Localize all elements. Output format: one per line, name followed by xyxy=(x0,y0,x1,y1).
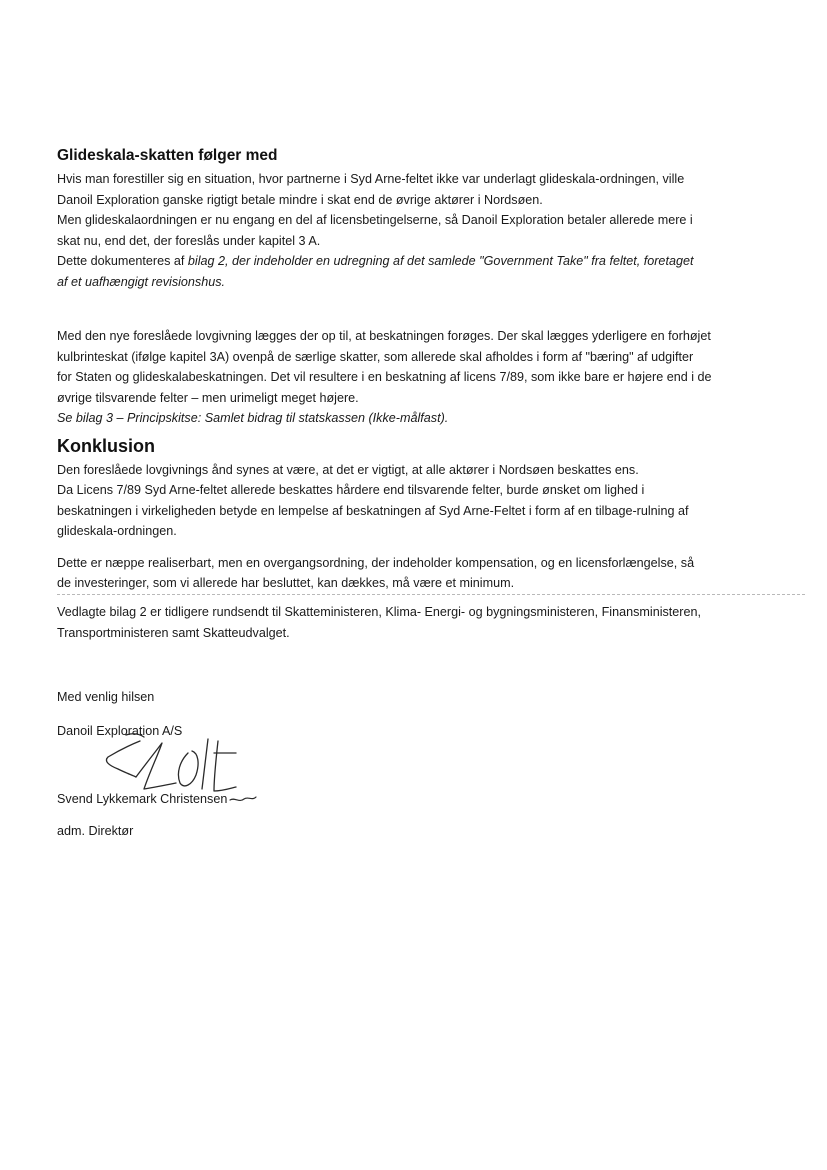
paragraph-line: øvrige tilsvarende felter – men urimeligt meget højere. xyxy=(57,390,359,405)
paragraph-line: Vedlagte bilag 2 er tidligere rundsendt til Skatteministeren, Klima- Energi- og bygningsministeren, Finansministeren, xyxy=(57,605,702,619)
paragraph-line: Da Licens 7/89 Syd Arne-feltet allerede beskattes hårdere end tilsvarende felter, burde ønsket om lighed i xyxy=(57,483,645,497)
italic-reference: bilag 2, der indeholder en udregning af det samlede "Government Take" fra feltet, foretaget xyxy=(187,254,694,268)
section-heading-konklusion: Konklusion xyxy=(57,435,155,456)
paragraph-line xyxy=(57,408,772,429)
paragraph-line: Med den nye foreslåede lovgivning lægges der op til, at beskatningen forøges. Der skal lægges yderligere en forhøjet xyxy=(57,329,711,343)
paragraph-line: Dette er næppe realiserbart, men en overgangsordning, der indeholder kompensation, og en licensforlængelse, så xyxy=(57,555,695,570)
paragraph-line: kulbrinteskat (ifølge kapitel 3A) ovenpå de særlige skatter, som allerede skal afholdes i form af "bæring" af udgifter xyxy=(57,349,694,364)
paragraph-line xyxy=(57,251,772,272)
paragraph-line: Transportministeren samt Skatteudvalget. xyxy=(57,625,290,640)
paragraph-line: beskatningen i virkeligheden betyde en lempelse af beskatningen af Syd Arne-Feltet i form af en tilbage-rulning af xyxy=(57,503,689,518)
paragraph-line xyxy=(57,272,772,293)
paragraph-line: glideskala-ordningen. xyxy=(57,524,177,538)
dashed-divider xyxy=(57,594,805,595)
paragraph-line: skat nu, end det, der foreslås under kapitel 3 A. xyxy=(57,233,321,248)
greeting: Med venlig hilsen xyxy=(57,690,155,704)
italic-reference: af et uafhængigt revisionshus. xyxy=(57,274,226,289)
paragraph-line: for Staten og glideskalabeskatningen. Det vil resultere i en beskatning af licens 7/89, som ikke bare er højere end i de xyxy=(57,370,712,384)
paragraph-gap xyxy=(57,542,772,553)
section-heading-glideskala: Glideskala-skatten følger med xyxy=(57,147,278,164)
paragraph-line: Men glideskalaordningen er nu engang en del af licensbetingelserne, så Danoil Exploration betaler allerede mere i xyxy=(57,213,693,227)
paragraph-text: Dette dokumenteres af xyxy=(57,254,188,268)
italic-reference: Se bilag 3 – Principskitse: Samlet bidrag til statskassen (Ikke-målfast). xyxy=(57,411,449,425)
paragraph-line: Hvis man forestiller sig en situation, hvor partnerne i Syd Arne-feltet ikke var underlagt glideskala-ordningen, ville xyxy=(57,172,685,186)
letter-body xyxy=(57,146,772,594)
paragraph-gap xyxy=(57,292,772,312)
signature-tail xyxy=(229,793,257,805)
paragraph-line: Danoil Exploration ganske rigtigt betale mindre i skat end de øvrige aktører i Nordsøen. xyxy=(57,192,543,207)
paragraph-line: Den foreslåede lovgivnings ånd synes at være, at det er vigtigt, at alle aktører i Nordsøen beskattes ens. xyxy=(57,462,639,477)
paragraph-line: de investeringer, som vi allerede har besluttet, kan dækkes, må være et minimum. xyxy=(57,576,515,590)
signer-title: adm. Direktør xyxy=(57,824,134,838)
signer-name: Svend Lykkemark Christensen xyxy=(57,792,228,806)
distribution-note xyxy=(57,602,817,643)
company-name: Danoil Exploration A/S xyxy=(57,724,183,738)
